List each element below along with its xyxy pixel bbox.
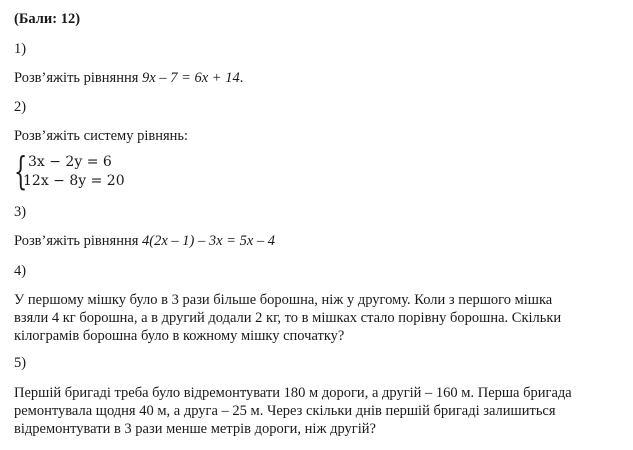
task-4-line-3: кілограмів борошна було в кожному мішку спочатку? (14, 328, 345, 344)
task-3-statement (14, 233, 275, 250)
task-1-period: . (239, 70, 244, 86)
system-equation-2: 12x − 8y = 20 (23, 173, 125, 189)
task-4-line-1: У першому мішку було в 3 рази більше борошна, ніж у другому. Коли з першого мішка (14, 292, 553, 308)
task-4-line-2: взяли 4 кг борошна, а в другий додали 2 кг, то в мішках стало порівну борошна. Скільки (14, 310, 562, 326)
task-5-line-3: відремонтувати в 3 рази менше метрів дороги, ніж другій? (14, 421, 376, 437)
system-equation-1: 3x − 2y = 6 (28, 154, 112, 170)
task-4-problem (14, 291, 624, 345)
task-1-statement (14, 70, 243, 87)
task-5-problem (14, 384, 624, 438)
task-3-number: 3) (14, 204, 27, 220)
task-1-number: 1) (14, 41, 27, 57)
task-3-text: Розв’яжіть рівняння (14, 233, 143, 249)
points-header: (Бали: 12) (14, 11, 81, 27)
task-2-text: Розв’яжіть систему рівнянь: (14, 128, 189, 144)
task-3-equation: 4(2x – 1) – 3x = 5x – 4 (142, 233, 276, 249)
equation-system (14, 149, 154, 193)
task-5-line-2: ремонтувала щодня 40 м, а друга – 25 м. Через скільки днів першій бригаді залишиться (14, 403, 556, 419)
task-5-number: 5) (14, 355, 27, 371)
task-1-equation: 9x – 7 = 6x + 14 (142, 70, 240, 86)
system-brace: { (14, 149, 28, 193)
task-4-number: 4) (14, 263, 27, 279)
task-2-number: 2) (14, 99, 27, 115)
task-1-text: Розв’яжіть рівняння (14, 70, 143, 86)
task-5-line-1: Першій бригаді треба було відремонтувати 180 м дороги, а другій – 160 м. Перша бригада (14, 385, 572, 401)
